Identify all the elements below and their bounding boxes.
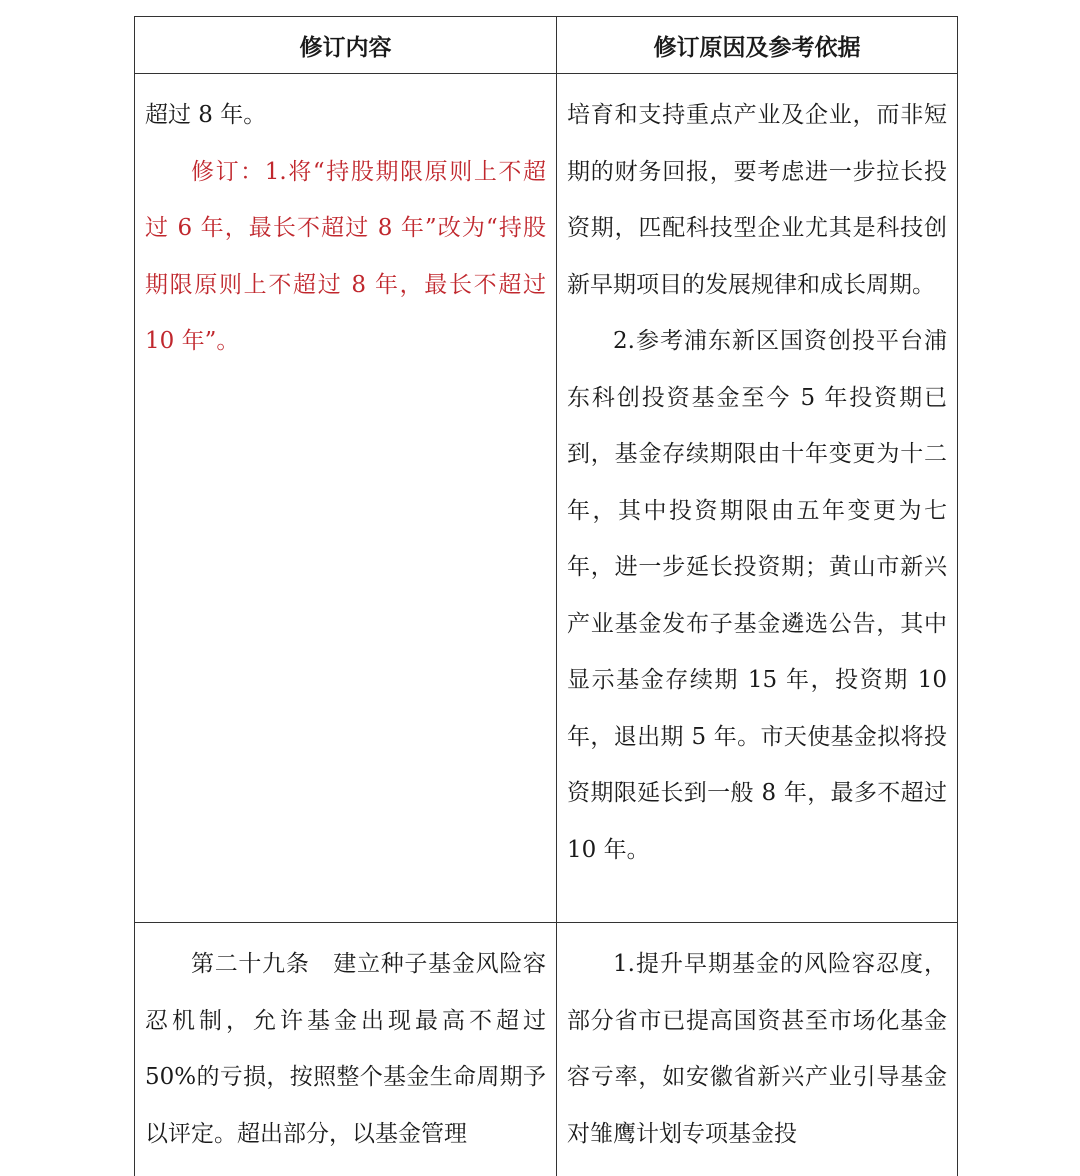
reason-paragraph: 培育和支持重点产业及企业，而非短期的财务回报，要考虑进一步拉长投资期，匹配科技型企业尤其是科技创新早期项目的发展规律和成长周期。	[567, 87, 947, 313]
table-header-row	[135, 17, 958, 74]
reason-paragraph: 2.参考浦东新区国资创投平台浦东科创投资基金至今 5 年投资期已到，基金存续期限由十年变更为十二年，其中投资期限由五年变更为七年，进一步延长投资期；黄山市新兴产业基金发布子基金遴选公告，其中显示基金存续期 15 年，投资期 10 年，退出期 5 年。市天使基金拟将投资期限延长到一般 8 年，最多不超过 10 年。	[567, 313, 947, 878]
revision-note: 修订：1.将“持股期限原则上不超过 6 年，最长不超过 8 年”改为“持股期限原则上不超过 8 年，最长不超过 10 年”。	[145, 144, 546, 370]
table-row	[135, 74, 958, 923]
revision-reason-cell	[557, 923, 958, 1176]
reason-paragraph: 1.提升早期基金的风险容忍度，部分省市已提高国资甚至市场化基金容亏率，如安徽省新兴产业引导基金对雏鹰计划专项基金投	[567, 936, 947, 1162]
article-paragraph: 第二十九条 建立种子基金风险容忍机制，允许基金出现最高不超过 50%的亏损，按照整个基金生命周期予以评定。超出部分，以基金管理	[145, 936, 546, 1162]
revision-content-cell	[135, 923, 557, 1176]
revision-content-cell	[135, 74, 557, 923]
revision-table	[134, 16, 958, 1176]
header-revision-content: 修订内容	[135, 17, 557, 74]
header-revision-reason: 修订原因及参考依据	[557, 17, 958, 74]
revision-reason-cell	[557, 74, 958, 923]
content-paragraph: 超过 8 年。	[145, 87, 546, 144]
table-row	[135, 923, 958, 1176]
